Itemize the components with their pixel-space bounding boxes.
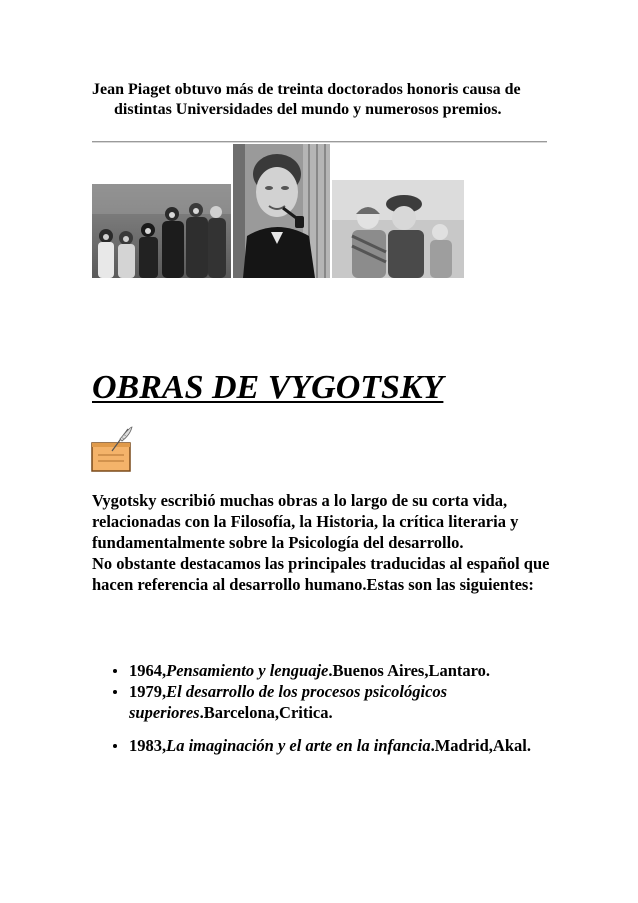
- work-publisher: .Madrid,Akal.: [430, 736, 531, 755]
- intro-paragraph: Jean Piaget obtuvo más de treinta doctorados honoris causa de distintas Universidades del mundo y numerosos premios.: [92, 81, 521, 118]
- work-title: Pensamiento y lenguaje: [166, 661, 329, 680]
- body-text: [92, 490, 552, 595]
- portrait-photo: [233, 144, 330, 278]
- work-publisher: .Barcelona,Critica.: [199, 703, 333, 722]
- family-photo: [92, 184, 231, 278]
- list-item: [92, 735, 562, 756]
- notepad-quill-icon: [90, 425, 134, 473]
- horizontal-divider: [92, 141, 547, 143]
- work-year: 1983,: [129, 736, 167, 755]
- children-photo: [332, 180, 464, 278]
- work-title: El desarrollo de los procesos psicológicos superiores: [129, 682, 448, 722]
- work-year: 1979,: [129, 682, 167, 701]
- work-title: La imaginación y el arte en la infancia: [166, 736, 431, 755]
- paragraph-1: Vygotsky escribió muchas obras a lo largo de su corta vida, relacionadas con la Filosofía, la Historia, la crítica literaria y fundamentalmente sobre la Psicología del desarrollo.: [92, 491, 519, 552]
- list-item: [92, 660, 562, 681]
- work-publisher: .Buenos Aires,Lantaro.: [328, 661, 491, 680]
- list-item: [92, 681, 562, 723]
- work-year: 1964,: [129, 661, 167, 680]
- works-list: [92, 660, 562, 756]
- paragraph-2: No obstante destacamos las principales traducidas al español que hacen referencia al desarrollo humano.Estas son las siguientes:: [92, 554, 550, 594]
- section-title: OBRAS DE VYGOTSKY: [92, 369, 444, 406]
